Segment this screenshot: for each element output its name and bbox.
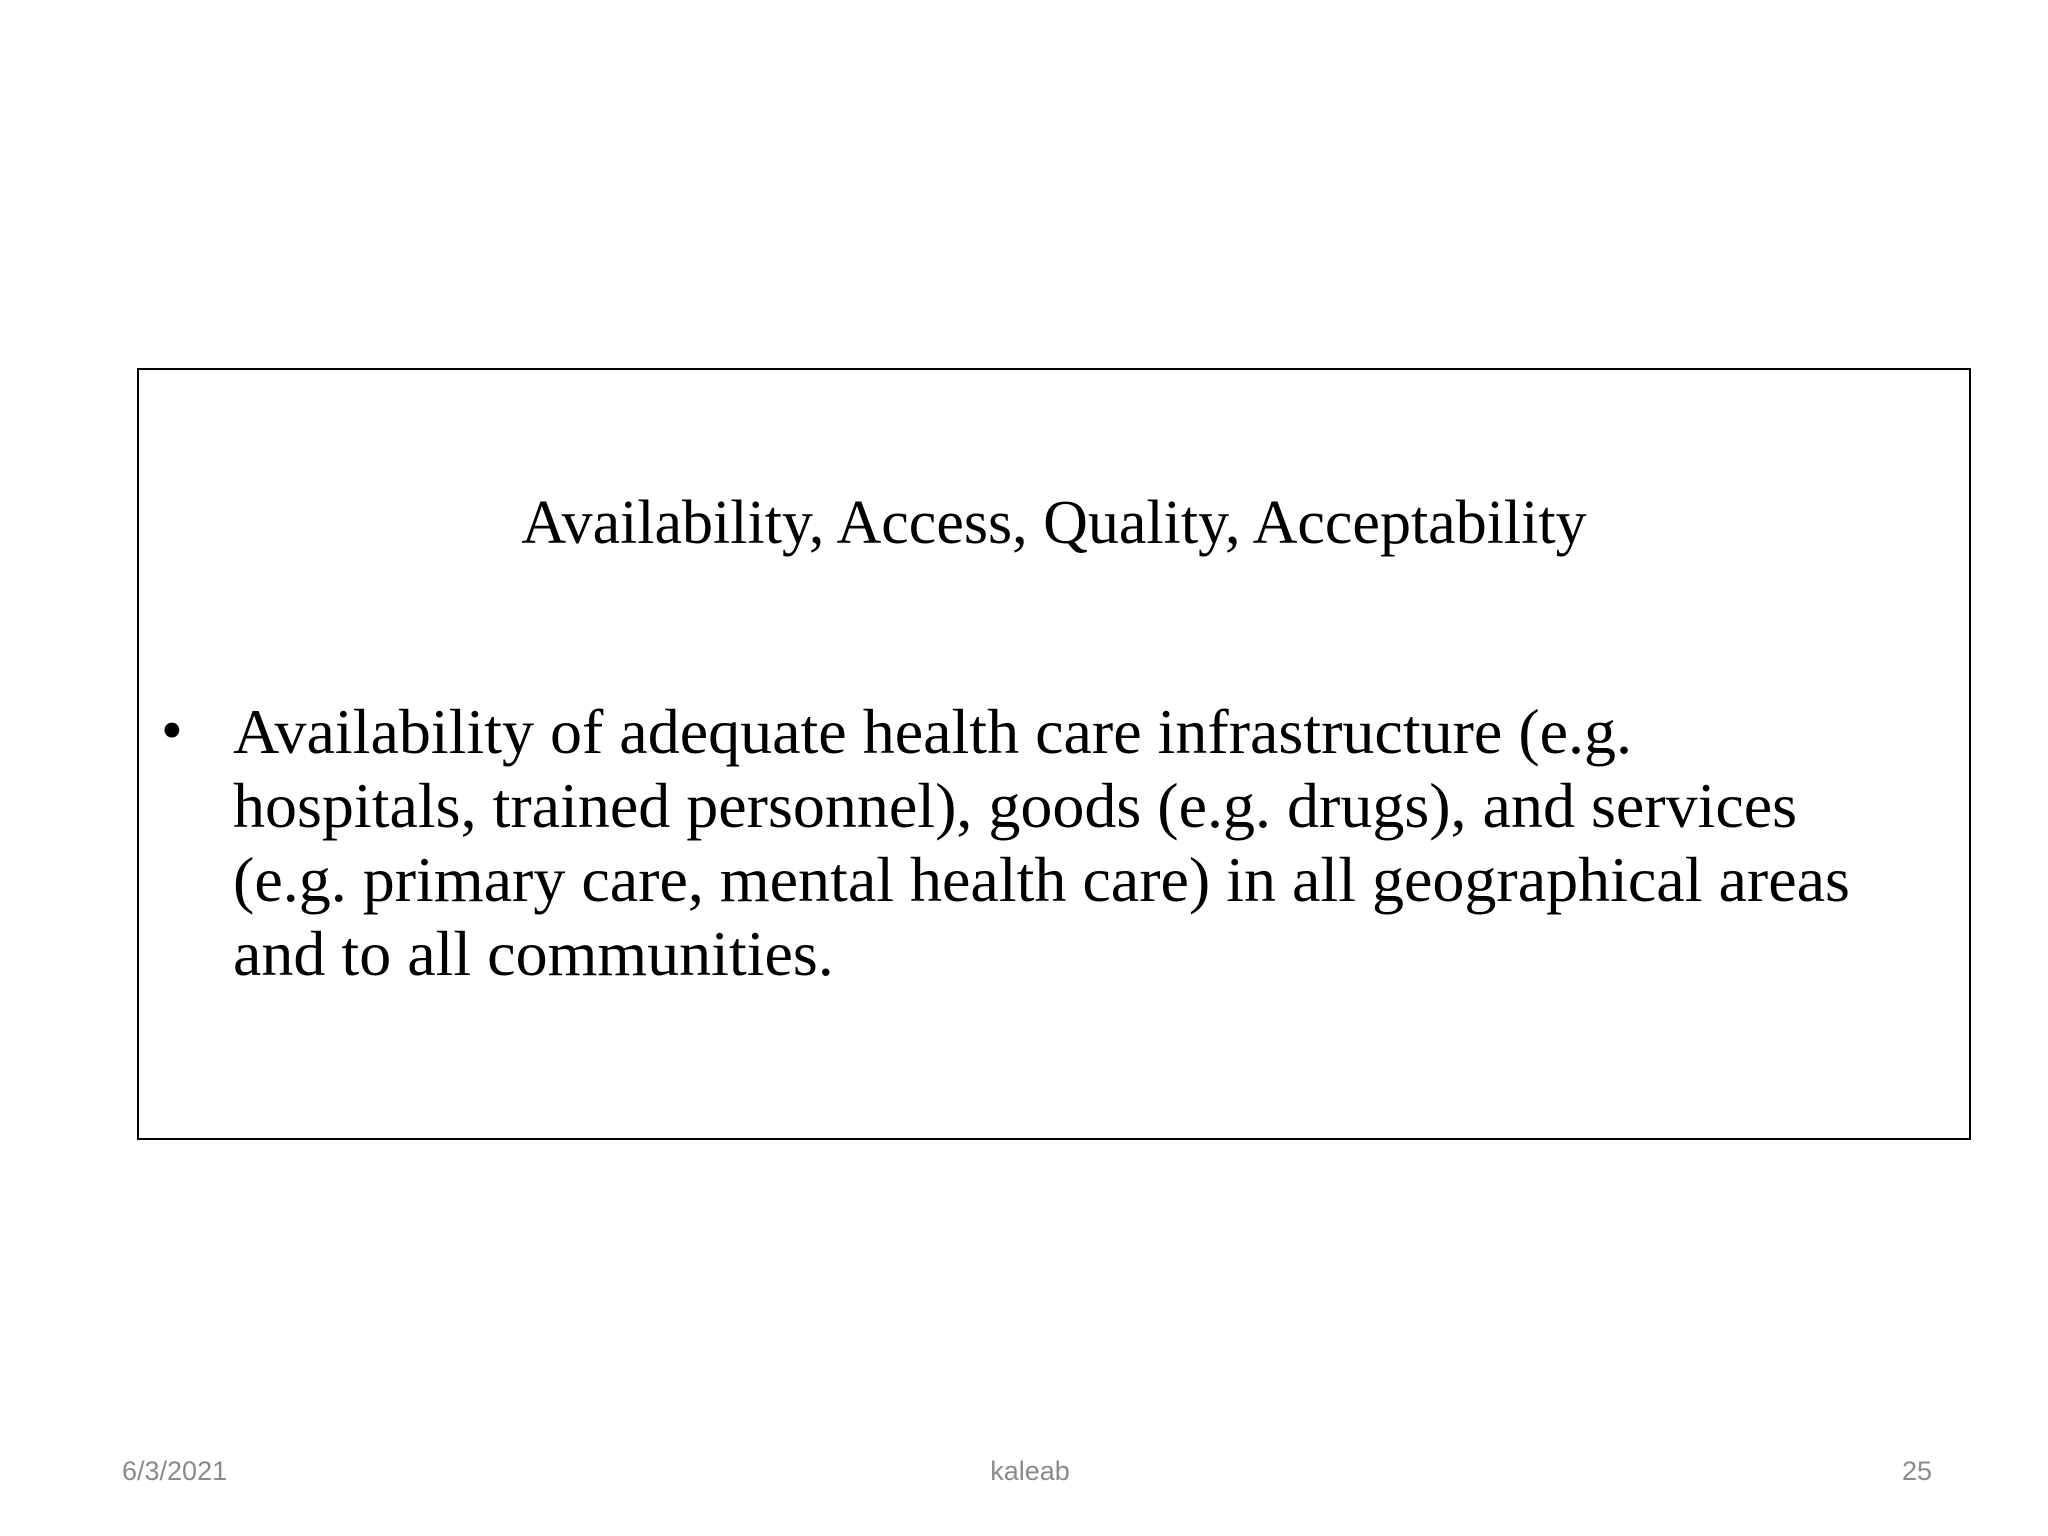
bullet-icon: •	[161, 697, 183, 765]
content-box	[137, 368, 1971, 1140]
footer-author: kaleab	[990, 1456, 1070, 1486]
bullet-line: and to all communities.	[233, 918, 834, 989]
slide-title: Availability, Access, Quality, Acceptability	[521, 489, 1587, 557]
bullet-line: (e.g. primary care, mental health care) in all geographical areas	[233, 844, 1850, 915]
footer-date: 6/3/2021	[122, 1456, 228, 1486]
bullet-line: hospitals, trained personnel), goods (e.g. drugs), and services	[233, 770, 1798, 841]
footer-page-number: 25	[1902, 1456, 1933, 1486]
bullet-text	[233, 695, 1961, 991]
bullet-line: Availability of adequate health care infrastructure (e.g.	[233, 696, 1633, 767]
